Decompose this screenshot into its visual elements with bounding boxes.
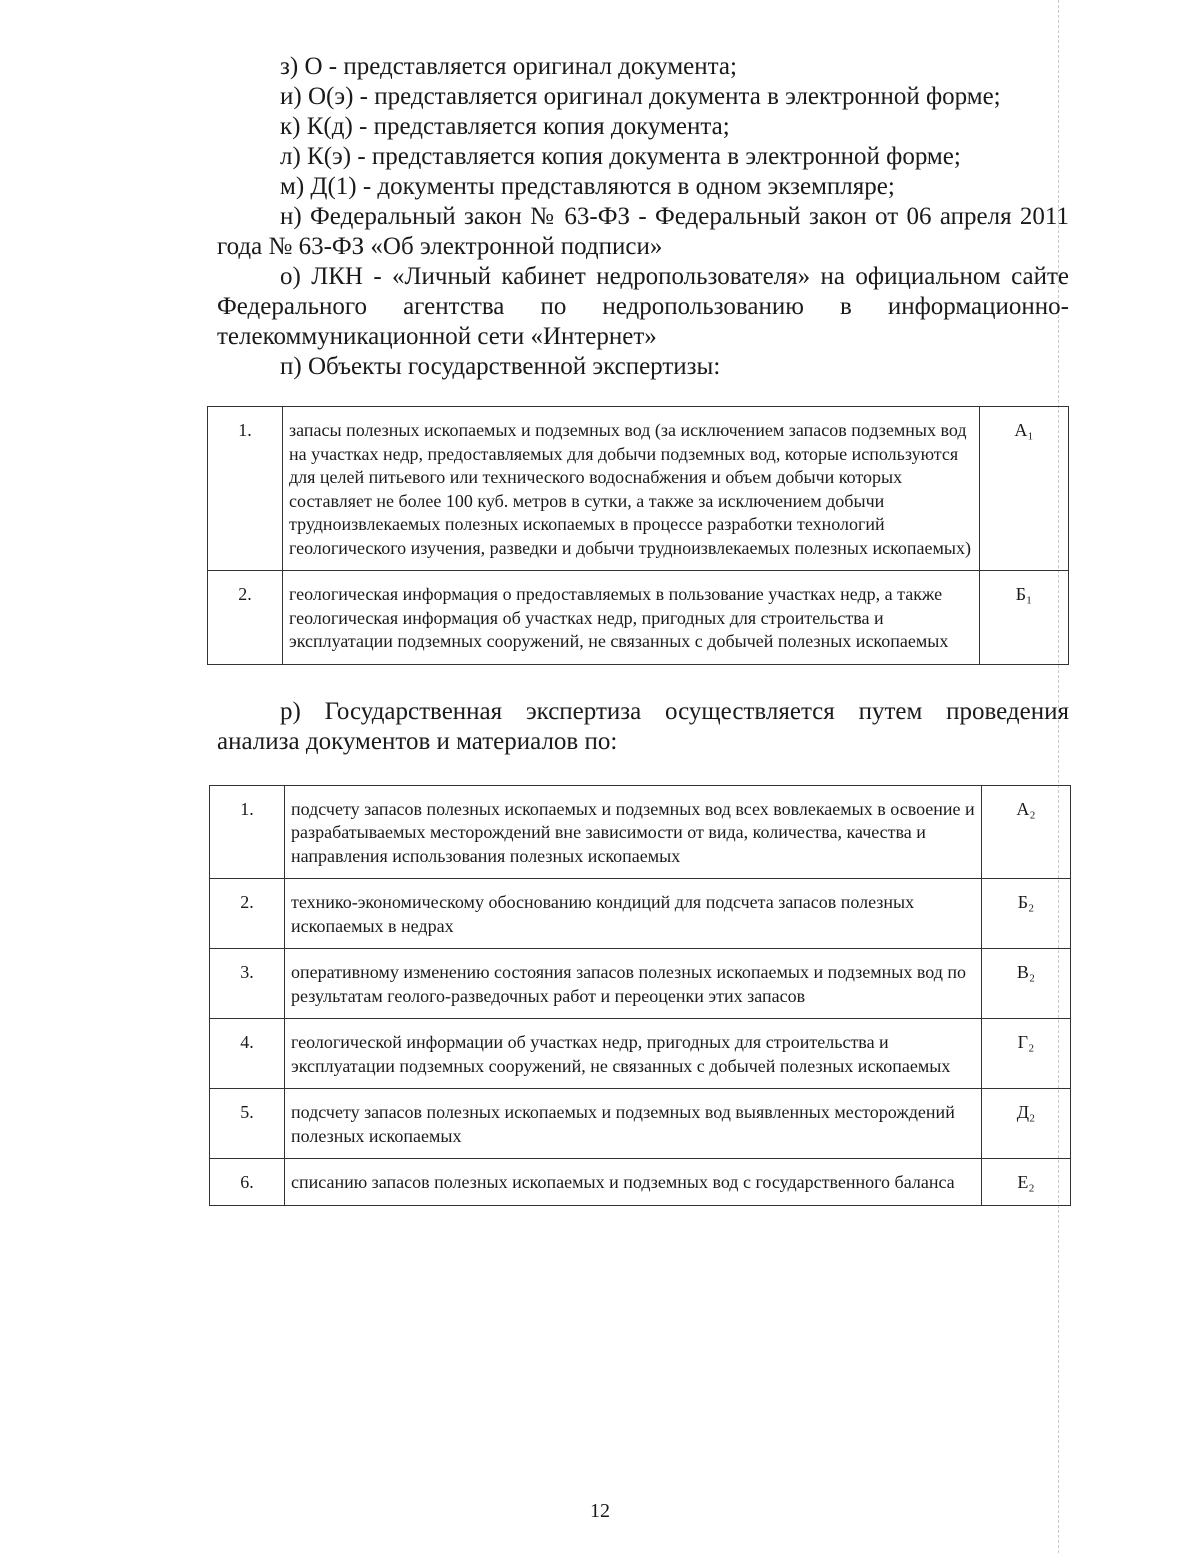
row-number: 1.	[210, 785, 285, 879]
table-row	[210, 785, 1071, 879]
row-code: В₂	[982, 949, 1071, 1019]
row-number: 6.	[210, 1159, 285, 1206]
objects-table	[207, 406, 1069, 665]
row-code: Д₂	[982, 1089, 1071, 1159]
definition-n: н) Федеральный закон № 63-ФЗ - Федеральный закон от 06 апреля 2011 года № 63-ФЗ «Об электронной подписи»	[217, 203, 1069, 260]
table-row	[210, 879, 1071, 949]
row-text: подсчету запасов полезных ископаемых и подземных вод выявленных месторождений полезных ископаемых	[285, 1089, 982, 1159]
analysis-table	[209, 785, 1071, 1206]
row-code: А₂	[982, 785, 1071, 879]
definition-z: з) О - представляется оригинал документа;	[280, 53, 737, 80]
table-row	[210, 949, 1071, 1019]
row-number: 5.	[210, 1089, 285, 1159]
row-text: оперативному изменению состояния запасов полезных ископаемых и подземных вод по результатам геолого-разведочных работ и переоценки этих запасов	[285, 949, 982, 1019]
definition-k: к) К(д) - представляется копия документа;	[280, 113, 730, 140]
row-code: Г₂	[982, 1019, 1071, 1089]
page-number: 12	[590, 1500, 610, 1522]
row-code: Е₂	[982, 1159, 1071, 1206]
definition-m: м) Д(1) - документы представляются в одном экземпляре;	[280, 173, 895, 200]
row-number: 2.	[210, 879, 285, 949]
table-row	[210, 1089, 1071, 1159]
definition-o: о) ЛКН - «Личный кабинет недропользователя» на официальном сайте Федерального агентства по недропользованию в информационно-телекоммуникационной сети «Интернет»	[217, 263, 1069, 350]
row-text: подсчету запасов полезных ископаемых и подземных вод всех вовлекаемых в освоение и разрабатываемых месторождений вне зависимости от вида, количества, качества и направления использования полезных ископаемых	[285, 785, 982, 879]
table-row	[208, 407, 1069, 571]
row-number: 3.	[210, 949, 285, 1019]
row-code: Б₂	[982, 879, 1071, 949]
row-text: запасы полезных ископаемых и подземных вод (за исключением запасов подземных вод на участках недр, предоставляемых для добычи подземных вод, которые используются для целей питьевого или технического водоснабжения и объем добычи которых составляет не более 100 куб. метров в сутки, а также за исключением добычи трудноизвлекаемых полезных ископаемых в процессе разработки технологий геологического изучения, разведки и добычи трудноизвлекаемых полезных ископаемых)	[283, 407, 980, 571]
definition-l: л) К(э) - представляется копия документа в электронной форме;	[280, 143, 961, 170]
table-row	[210, 1019, 1071, 1089]
definition-i: и) О(э) - представляется оригинал документа в электронной форме;	[280, 83, 1001, 110]
section-r-paragraph: р) Государственная экспертиза осуществляется путем проведения анализа документов и материалов по:	[217, 697, 1069, 755]
definition-p: п) Объекты государственной экспертизы:	[280, 353, 721, 380]
row-text: списанию запасов полезных ископаемых и подземных вод с государственного баланса	[285, 1159, 982, 1206]
table-row	[210, 1159, 1071, 1206]
row-code: Б₁	[980, 571, 1069, 665]
row-text: геологической информации об участках недр, пригодных для строительства и эксплуатации подземных сооружений, не связанных с добычей полезных ископаемых	[285, 1019, 982, 1089]
row-number: 1.	[208, 407, 283, 571]
row-number: 4.	[210, 1019, 285, 1089]
row-code: А₁	[980, 407, 1069, 571]
document-page	[217, 52, 1069, 1206]
row-text: технико-экономическому обоснованию кондиций для подсчета запасов полезных ископаемых в недрах	[285, 879, 982, 949]
row-text: геологическая информация о предоставляемых в пользование участках недр, а также геологическая информация об участках недр, пригодных для строительства и эксплуатации подземных сооружений, не связанных с добычей полезных ископаемых	[283, 571, 980, 665]
row-number: 2.	[208, 571, 283, 665]
table-row	[208, 571, 1069, 665]
